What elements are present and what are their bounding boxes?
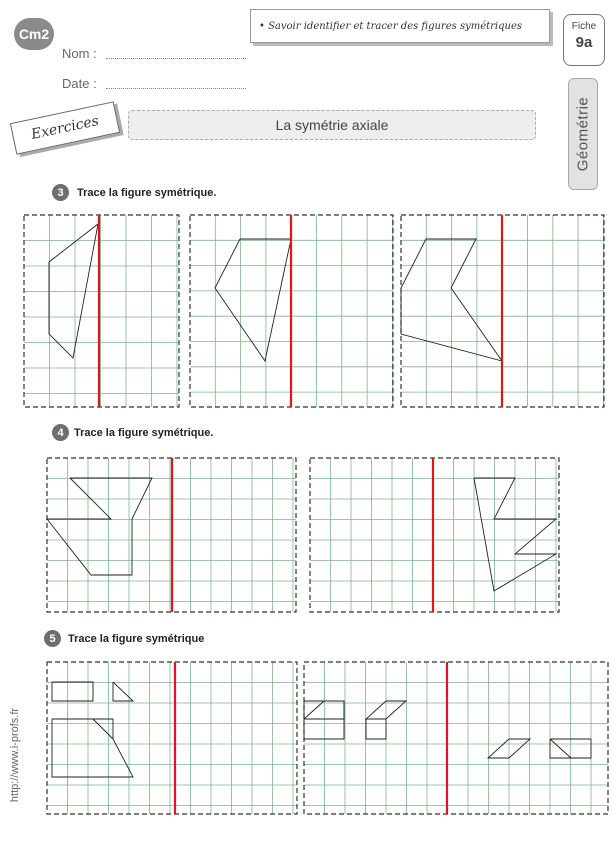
grid-frame	[24, 215, 179, 407]
website-footer	[6, 670, 24, 840]
figure-outline	[93, 719, 113, 739]
exercise-instruction: Trace la figure symétrique.	[74, 427, 214, 439]
figure-outline	[366, 719, 386, 739]
exercise-number: 5	[44, 630, 61, 647]
title-bar	[128, 110, 536, 140]
symmetry-grid[interactable]	[24, 215, 179, 407]
subject-tab	[568, 78, 598, 190]
class-badge: Cm2	[14, 18, 54, 50]
figure-outline	[304, 701, 344, 739]
figure-outline	[52, 682, 93, 701]
symmetry-grid[interactable]	[304, 662, 608, 814]
exercises-label: Exercices	[10, 101, 120, 154]
grid-frame	[310, 458, 559, 612]
figure-outline	[215, 239, 291, 361]
exercise-number: 3	[52, 184, 69, 201]
fiche-number: 9a	[575, 34, 593, 51]
symmetry-grid[interactable]	[401, 215, 604, 407]
grid-frame	[304, 662, 608, 814]
figure-outline	[113, 682, 133, 701]
symmetry-grid[interactable]	[47, 458, 296, 612]
fiche-box	[563, 14, 605, 66]
figure-outline	[49, 224, 98, 358]
objective-box	[250, 9, 550, 43]
page-title: La symétrie axiale	[275, 117, 389, 133]
date-label: Date :	[62, 76, 97, 91]
figure-outline	[52, 719, 133, 777]
subject-label: Géométrie	[574, 96, 592, 172]
symmetry-grid[interactable]	[310, 458, 559, 612]
objective-text: • Savoir identifier et tracer des figures symétriques	[259, 20, 523, 32]
website-link[interactable]: http://www.i-profs.fr	[9, 707, 21, 803]
figure-outline	[304, 701, 344, 719]
symmetry-grid[interactable]	[190, 215, 393, 407]
exercise-number: 4	[52, 424, 69, 441]
name-label: Nom :	[62, 46, 97, 61]
exercise-instruction: Trace la figure symétrique.	[77, 187, 217, 199]
grid-frame	[47, 662, 297, 814]
symmetry-grid[interactable]	[47, 662, 297, 814]
name-field[interactable]	[106, 58, 246, 59]
fiche-label: Fiche	[571, 21, 597, 32]
date-field[interactable]	[106, 88, 246, 89]
exercise-instruction: Trace la figure symétrique	[68, 633, 205, 645]
